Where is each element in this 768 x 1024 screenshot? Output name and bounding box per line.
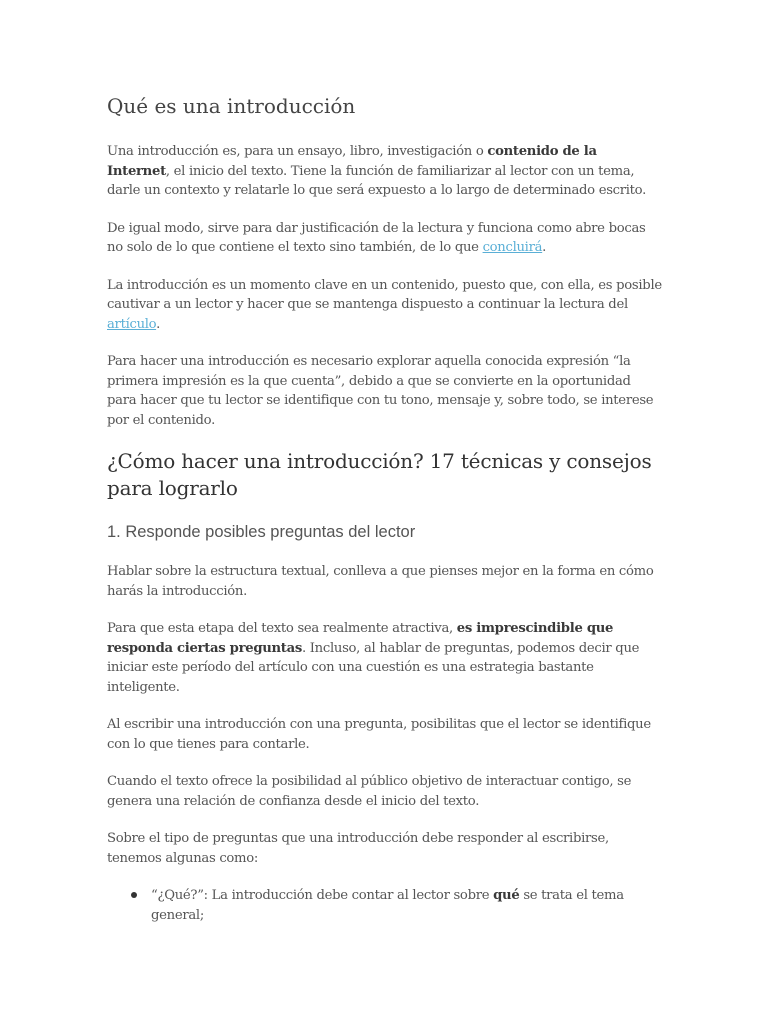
subsection-title: 1. Responde posibles preguntas del lector	[107, 523, 416, 541]
article	[107, 92, 662, 925]
bullet-dot-icon	[131, 892, 137, 898]
page-title: Qué es una introducción	[107, 94, 356, 118]
paragraph-intro-definition: Una introducción es, para un ensayo, libro, investigación o contenido de la Internet, el inicio del texto. Tiene la función de familiarizar al lector con un tema, darle un contexto y relatarle lo que será expuesto a lo largo de determinado escrito.	[107, 144, 646, 198]
bold-imprescindible: es imprescindible que responda ciertas preguntas	[107, 621, 614, 656]
link-concluira[interactable]: concluirá	[482, 240, 543, 255]
question-list	[107, 886, 662, 925]
paragraph-structure: Hablar sobre la estructura textual, conlleva a que pienses mejor en la forma en cómo harás la introducción.	[107, 564, 654, 599]
paragraph-question-types: Sobre el tipo de preguntas que una introducción debe responder al escribirse, tenemos algunas como:	[107, 831, 609, 866]
bold-internet-content: contenido de la Internet	[107, 144, 597, 179]
paragraph-question-intro: Al escribir una introducción con una pregunta, posibilitas que el lector se identifique con lo que tienes para contarle.	[107, 717, 651, 752]
paragraph-trust: Cuando el texto ofrece la posibilidad al público objetivo de interactuar contigo, se genera una relación de confianza desde el inicio del texto.	[107, 774, 632, 809]
bold-que: qué	[493, 888, 520, 903]
paragraph-key-moment: La introducción es un momento clave en un contenido, puesto que, con ella, es posible cautivar a un lector y hacer que se mantenga dispuesto a continuar la lectura del artículo.	[107, 277, 662, 332]
paragraph-justification: De igual modo, sirve para dar justificación de la lectura y funciona como abre bocas no solo de lo que contiene el texto sino también, de lo que concluirá.	[107, 220, 646, 255]
list-item: “¿Qué?”: La introducción debe contar al lector sobre qué se trata el tema general;	[151, 886, 662, 925]
paragraph-first-impression: Para hacer una introducción es necesario explorar aquella conocida expresión “la primera impresión es la que cuenta”, debido a que se convierte en la oportunidad para hacer que tu lector se identifique con tu tono, mensaje y, sobre todo, se interese por el contenido.	[107, 354, 654, 428]
section-title: ¿Cómo hacer una introducción? 17 técnicas y consejos para lograrlo	[107, 449, 652, 500]
paragraph-questions: Para que esta etapa del texto sea realmente atractiva, es imprescindible que responda ciertas preguntas. Incluso, al hablar de preguntas, podemos decir que iniciar este período del artículo con una cuestión es una estrategia bastante inteligente.	[107, 621, 640, 695]
link-articulo[interactable]: artículo	[107, 316, 157, 332]
